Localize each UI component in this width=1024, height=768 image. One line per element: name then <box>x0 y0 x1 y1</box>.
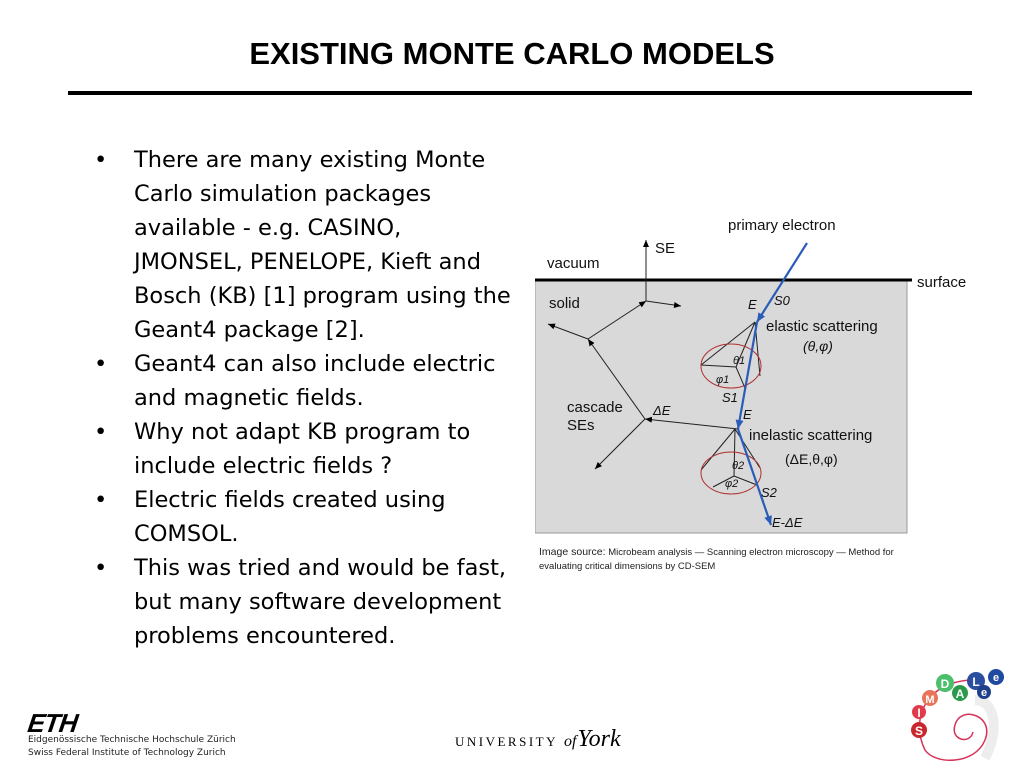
label-theta1: θ1 <box>733 355 746 367</box>
label-surface: surface <box>917 274 967 291</box>
label-phi1: φ1 <box>716 374 730 386</box>
bullet-list <box>94 143 514 653</box>
electron-scattering-diagram <box>535 205 995 535</box>
bullet-dot: • <box>94 351 108 377</box>
label-se: SE <box>655 240 676 257</box>
label-cascade: cascade <box>567 399 623 416</box>
york-of-text: of <box>564 733 577 750</box>
bullet-item: • Geant4 can also include electric and magnetic fields. <box>94 347 514 415</box>
label-phi2: φ2 <box>725 478 739 490</box>
image-caption <box>539 545 919 574</box>
label-delta-e: ΔE <box>653 403 671 418</box>
slide-title: EXISTING MONTE CARLO MODELS <box>249 36 775 71</box>
svg-text:A: A <box>955 687 965 701</box>
caption-text: Microbeam analysis — Scanning electron microscopy — Method for evaluating critical dimensions by CD-SEM <box>539 547 894 572</box>
university-of-york-logo <box>455 726 621 753</box>
bullet-dot: • <box>94 555 108 581</box>
svg-text:e: e <box>992 672 1000 684</box>
label-inelastic-params: (ΔE,θ,φ) <box>785 451 838 467</box>
caption-label: Image source: <box>539 546 606 558</box>
label-primary-electron: primary electron <box>728 217 836 234</box>
label-elastic: elastic scattering <box>766 318 878 335</box>
label-e-minus-de: E-ΔE <box>772 515 803 530</box>
svg-text:e: e <box>980 687 988 699</box>
eth-logo: ETH <box>25 708 80 738</box>
bullet-item: • This was tried and would be fast, but many software development problems encountered. <box>94 551 514 653</box>
york-university-text: UNIVERSITY <box>455 734 558 749</box>
eth-name-german: Eidgenössische Technische Hochschule Zürich <box>28 735 236 745</box>
svg-text:M: M <box>925 694 935 706</box>
york-name-text: York <box>577 726 621 752</box>
bullet-item: • Why not adapt KB program to include electric fields ? <box>94 415 514 483</box>
label-inelastic: inelastic scattering <box>749 427 873 444</box>
label-s1: S1 <box>722 390 738 405</box>
label-s0: S0 <box>774 293 790 308</box>
bullet-dot: • <box>94 487 108 513</box>
label-e2: E <box>743 407 752 422</box>
eth-logo-block <box>25 708 236 760</box>
svg-text:L: L <box>972 675 980 689</box>
svg-text:I: I <box>917 706 921 720</box>
label-theta2: θ2 <box>732 460 745 472</box>
bullet-dot: • <box>94 419 108 445</box>
title-divider <box>68 91 972 95</box>
label-s2: S2 <box>761 485 777 500</box>
bullet-item: • There are many existing Monte Carlo simulation packages available - e.g. CASINO, JMONSEL, PENELOPE, Kieft and Bosch (KB) [1] program using the Geant4 package [2]. <box>94 143 514 347</box>
label-elastic-params: (θ,φ) <box>803 338 833 354</box>
bullet-item: • Electric fields created using COMSOL. <box>94 483 514 551</box>
bullet-dot: • <box>94 147 108 173</box>
label-vacuum: vacuum <box>547 255 600 272</box>
svg-text:D: D <box>940 677 950 691</box>
label-e1: E <box>748 297 757 312</box>
label-solid: solid <box>549 295 580 312</box>
svg-text:S: S <box>914 724 924 738</box>
label-ses: SEs <box>567 417 595 434</box>
eth-name-english: Swiss Federal Institute of Technology Zurich <box>28 748 226 758</box>
simdalee-logo-icon <box>905 660 1020 765</box>
